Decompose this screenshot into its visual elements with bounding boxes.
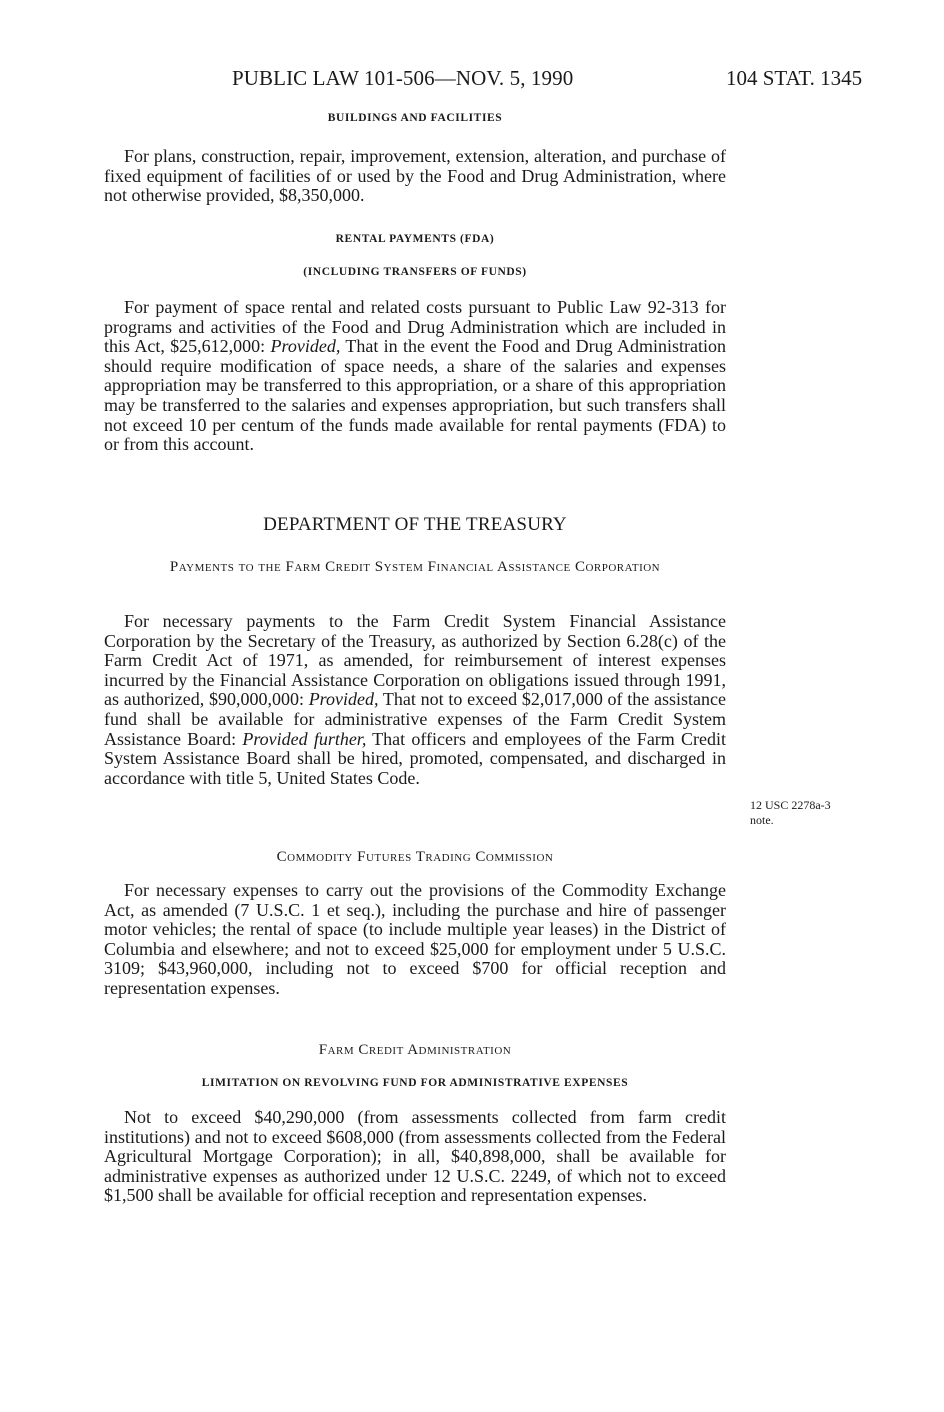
cftc-heading: Commodity Futures Trading Commission <box>276 849 554 865</box>
cftc-section <box>104 881 726 999</box>
rental-section <box>104 298 726 455</box>
margin-note <box>750 798 831 828</box>
rental-text-1: For payment of space rental and related costs pursuant to Public Law 92-313 for programs and activities of the Food and Drug Administration which are included in this Act, $25,612,000: <box>104 297 726 357</box>
treasury-heading: DEPARTMENT OF THE TREASURY <box>263 514 567 535</box>
treasury-provided: Provided, <box>308 689 379 710</box>
rental-provided: Provided, <box>270 336 341 357</box>
rental-paragraph <box>104 298 726 455</box>
margin-note-suffix: note. <box>750 813 774 827</box>
treasury-text-3: That officers and employees of the Farm Credit System Assistance Board shall be hired, promoted, compensated, and discharged in accordance with title 5, United States Code. <box>104 728 726 788</box>
buildings-section <box>104 147 726 206</box>
page-header-title: PUBLIC LAW 101-506—NOV. 5, 1990 <box>232 66 574 90</box>
page-header-stat: 104 STAT. 1345 <box>726 66 863 90</box>
treasury-text-2: That not to exceed $2,017,000 of the assistance fund shall be available for administrative expenses of the Farm Credit System Assistance Board: <box>104 689 726 749</box>
treasury-section <box>104 612 726 788</box>
margin-note-citation: 12 USC 2278a-3 <box>750 798 831 812</box>
fca-heading: Farm Credit Administration <box>318 1042 512 1058</box>
treasury-subheading: Payments to the Farm Credit System Financial Assistance Corporation <box>169 559 661 575</box>
buildings-heading: BUILDINGS AND FACILITIES <box>327 112 503 124</box>
rental-text-2: That in the event the Food and Drug Administration should require modification of space needs, a share of the salaries and expenses appropriation may be transferred to this appropriation, or a share of this appropriation may be transferred to the salaries and expenses appropriation, but such transfers shall not exceed 10 per centum of the funds made available for rental payments (FDA) to or from this account. <box>104 336 726 455</box>
fca-subheading: LIMITATION ON REVOLVING FUND FOR ADMINISTRATIVE EXPENSES <box>201 1077 629 1089</box>
treasury-provided-further: Provided further, <box>242 728 367 749</box>
treasury-paragraph <box>104 612 726 788</box>
rental-heading: RENTAL PAYMENTS (FDA) <box>335 233 495 245</box>
fca-section <box>104 1108 726 1206</box>
fca-paragraph: Not to exceed $40,290,000 (from assessments collected from farm credit institutions) and not to exceed $608,000 (from assessments collected from the Federal Agricultural Mortgage Corporation); in all, $40,898,000, shall be available for administrative expenses as authorized under 12 U.S.C. 2249, of which not to exceed $1,500 shall be available for official reception and representation expenses. <box>104 1107 726 1206</box>
rental-subheading: (INCLUDING TRANSFERS OF FUNDS) <box>303 266 527 278</box>
treasury-text-1: For necessary payments to the Farm Credit System Financial Assistance Corporation by the Secretary of the Treasury, as authorized by Section 6.28(c) of the Farm Credit Act of 1971, as amended, for reimbursement of interest expenses incurred by the Financial Assistance Corporation on obligations issued through 1991, as authorized, $90,000,000: <box>104 611 726 710</box>
cftc-paragraph: For necessary expenses to carry out the provisions of the Commodity Exchange Act, as amended (7 U.S.C. 1 et seq.), including the purchase and hire of passenger motor vehicles; the rental of space (to include multiple year leases) in the District of Columbia and elsewhere; and not to exceed $25,000 for employment under 5 U.S.C. 3109; $43,960,000, including not to exceed $700 for official reception and representation expenses. <box>104 880 726 998</box>
buildings-paragraph: For plans, construction, repair, improvement, extension, alteration, and purchase of fixed equipment of facilities of or used by the Food and Drug Administration, where not otherwise provided, $8,350,000. <box>104 146 726 206</box>
